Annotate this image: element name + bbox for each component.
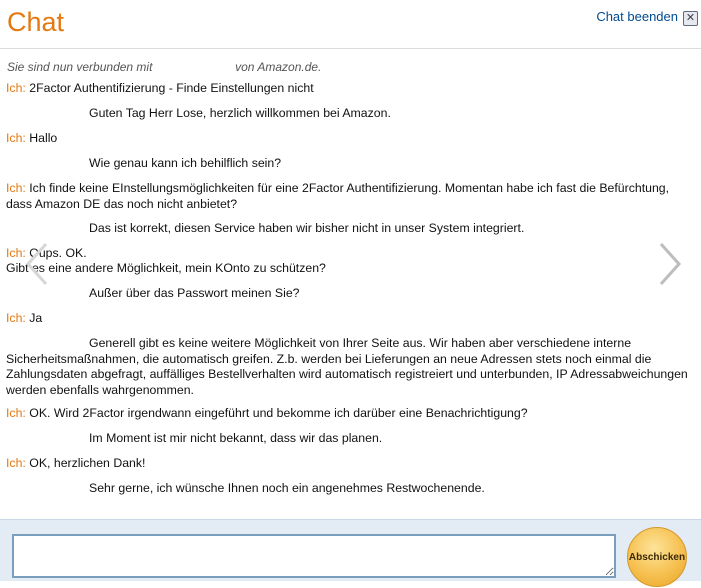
chat-title: Chat (7, 7, 65, 37)
message-text: OK, herzlichen Dank! (29, 456, 146, 470)
agent-message: Guten Tag Herr Lose, herzlich willkommen bei Amazon. (89, 106, 391, 120)
agent-message: Generell gibt es keine weitere Möglichkeit von Ihrer Seite aus. Wir haben aber verschiedene interne Sicherheitsmaßnahmen, die automatisch greifen. Z.b. werden bei Lieferungen an neue Adressen stets noch einmal die Zahlungsdaten abgefragt, auffälliges Bestellverhalten wird automatisch registreiert und unterbunden, IP Adressabweichungen werden ebenfalls wahrgenommen. (6, 336, 688, 397)
message-text: OK. Wird 2Factor irgendwann eingeführt und bekomme ich darüber eine Benachrichtigung? (29, 406, 528, 420)
customer-message (6, 81, 695, 97)
send-button[interactable]: Abschicken (627, 527, 687, 587)
customer-message (6, 406, 695, 422)
agent-message: Außer über das Passwort meinen Sie? (89, 286, 300, 300)
agent-message: Wie genau kann ich behilflich sein? (89, 156, 282, 170)
chat-header (0, 0, 701, 49)
agent-message: Sehr gerne, ich wünsche Ihnen noch ein angenehmes Restwochenende. (89, 481, 485, 495)
customer-message (6, 131, 695, 147)
agent-message: Im Moment ist mir nicht bekannt, dass wir das planen. (89, 431, 383, 445)
close-icon[interactable]: ✕ (683, 11, 698, 26)
connection-prefix: Sie sind nun verbunden mit (7, 60, 153, 74)
chevron-left-icon[interactable] (22, 240, 52, 288)
speaker-label: Ich: (6, 406, 26, 420)
agent-message: Das ist korrekt, diesen Service haben wir bisher nicht in unser System integriert. (89, 221, 525, 235)
customer-message (6, 246, 695, 262)
customer-message (6, 311, 695, 327)
speaker-label: Ich: (6, 246, 26, 260)
end-chat-link[interactable]: Chat beenden (596, 9, 678, 24)
speaker-label: Ich: (6, 81, 26, 95)
speaker-label: Ich: (6, 131, 26, 145)
customer-message (6, 181, 695, 212)
speaker-label: Ich: (6, 181, 26, 195)
message-text: Ja (29, 311, 43, 325)
message-text: 2Factor Authentifizierung - Finde Einstellungen nicht (29, 81, 314, 95)
speaker-label: Ich: (6, 456, 26, 470)
chat-composer (0, 519, 701, 581)
message-text: Hallo (29, 131, 58, 145)
connection-suffix: von Amazon.de. (235, 60, 322, 74)
chevron-right-icon[interactable] (655, 240, 685, 288)
message-text: Ich finde keine EInstellungsmöglichkeiten für eine 2Factor Authentifizierung. Momentan habe ich fast die Befürchtung, dass Amazon DE das noch nicht anbietet? (6, 181, 670, 211)
speaker-label: Ich: (6, 311, 26, 325)
customer-message (6, 456, 695, 472)
customer-message-continued: Gibt es eine andere Möglichkeit, mein KOnto zu schützen? (6, 261, 326, 275)
message-input[interactable] (12, 534, 616, 578)
message-text: Oups. OK. (29, 246, 87, 260)
connection-notice (7, 60, 321, 74)
